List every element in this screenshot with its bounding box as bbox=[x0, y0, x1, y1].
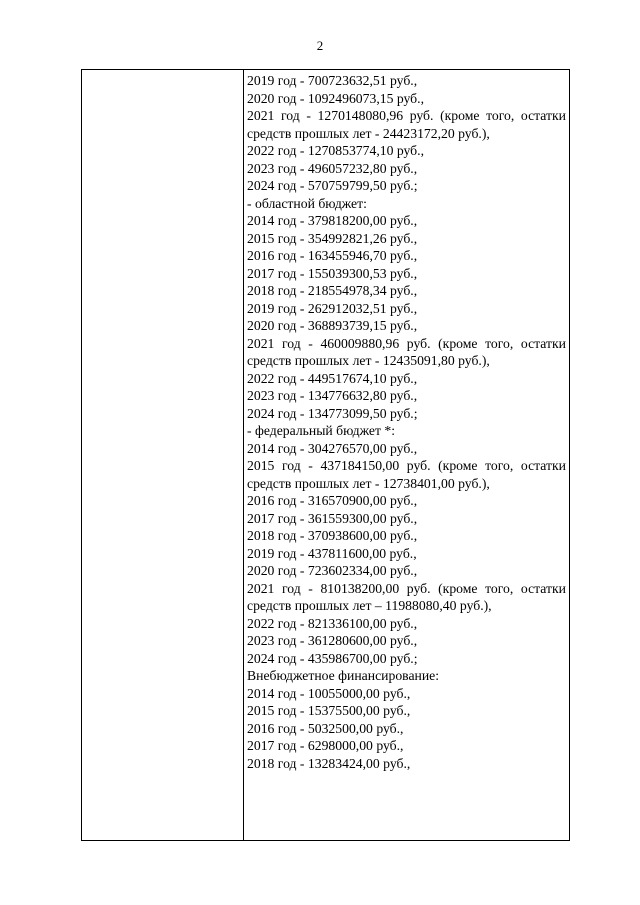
financing-line: 2021 год - 1270148080,96 руб. (кроме того, остатки средств прошлых лет - 24423172,20 руб.), bbox=[247, 108, 566, 141]
financing-table bbox=[81, 69, 570, 841]
financing-line: 2019 год - 262912032,51 руб., bbox=[247, 300, 418, 316]
financing-line: 2022 год - 449517674,10 руб., bbox=[247, 370, 418, 386]
financing-line: 2024 год - 134773099,50 руб.; bbox=[247, 405, 418, 421]
table-left-cell bbox=[82, 70, 244, 840]
financing-line: 2021 год - 460009880,96 руб. (кроме того, остатки средств прошлых лет - 12435091,80 руб.), bbox=[247, 335, 566, 368]
financing-line: 2016 год - 5032500,00 руб., bbox=[247, 720, 404, 736]
financing-line: 2016 год - 316570900,00 руб., bbox=[247, 493, 418, 508]
financing-line: 2019 год - 700723632,51 руб., bbox=[247, 73, 418, 88]
financing-line: 2022 год - 1270853774,10 руб., bbox=[247, 143, 424, 158]
financing-line: 2020 год - 1092496073,15 руб., bbox=[247, 90, 424, 106]
financing-line: 2014 год - 304276570,00 руб., bbox=[247, 440, 418, 456]
financing-line: 2018 год - 13283424,00 руб., bbox=[247, 755, 411, 771]
financing-line: 2015 год - 437184150,00 руб. (кроме того, остатки средств прошлых лет - 12738401,00 руб.), bbox=[247, 458, 566, 491]
financing-line: 2014 год - 10055000,00 руб., bbox=[247, 685, 411, 701]
section-heading: - федеральный бюджет *: bbox=[247, 423, 396, 438]
financing-line: 2017 год - 361559300,00 руб., bbox=[247, 510, 418, 526]
financing-line: 2017 год - 155039300,53 руб., bbox=[247, 265, 418, 281]
financing-line: 2023 год - 134776632,80 руб., bbox=[247, 388, 418, 403]
page-number: 2 bbox=[316, 38, 324, 53]
financing-line: 2018 год - 370938600,00 руб., bbox=[247, 528, 418, 543]
financing-line: 2024 год - 435986700,00 руб.; bbox=[247, 650, 418, 666]
financing-line: 2015 год - 354992821,26 руб., bbox=[247, 230, 418, 246]
financing-line: 2023 год - 496057232,80 руб., bbox=[247, 160, 418, 176]
financing-line: 2024 год - 570759799,50 руб.; bbox=[247, 178, 418, 193]
financing-line: 2015 год - 15375500,00 руб., bbox=[247, 703, 411, 718]
table-right-cell bbox=[244, 70, 569, 840]
financing-line: 2022 год - 821336100,00 руб., bbox=[247, 615, 418, 631]
financing-line: 2023 год - 361280600,00 руб., bbox=[247, 633, 418, 648]
section-heading: - областной бюджет: bbox=[247, 195, 367, 211]
financing-line: 2019 год - 437811600,00 руб., bbox=[247, 545, 417, 561]
financing-line: 2020 год - 723602334,00 руб., bbox=[247, 563, 418, 578]
financing-line: 2014 год - 379818200,00 руб., bbox=[247, 213, 418, 228]
section-heading: Внебюджетное финансирование: bbox=[247, 668, 440, 683]
financing-line: 2016 год - 163455946,70 руб., bbox=[247, 248, 418, 263]
financing-line: 2018 год - 218554978,34 руб., bbox=[247, 283, 418, 298]
financing-line: 2017 год - 6298000,00 руб., bbox=[247, 738, 404, 753]
financing-line: 2021 год - 810138200,00 руб. (кроме того, остатки средств прошлых лет – 11988080,40 руб.), bbox=[247, 580, 566, 613]
financing-line: 2020 год - 368893739,15 руб., bbox=[247, 318, 418, 333]
